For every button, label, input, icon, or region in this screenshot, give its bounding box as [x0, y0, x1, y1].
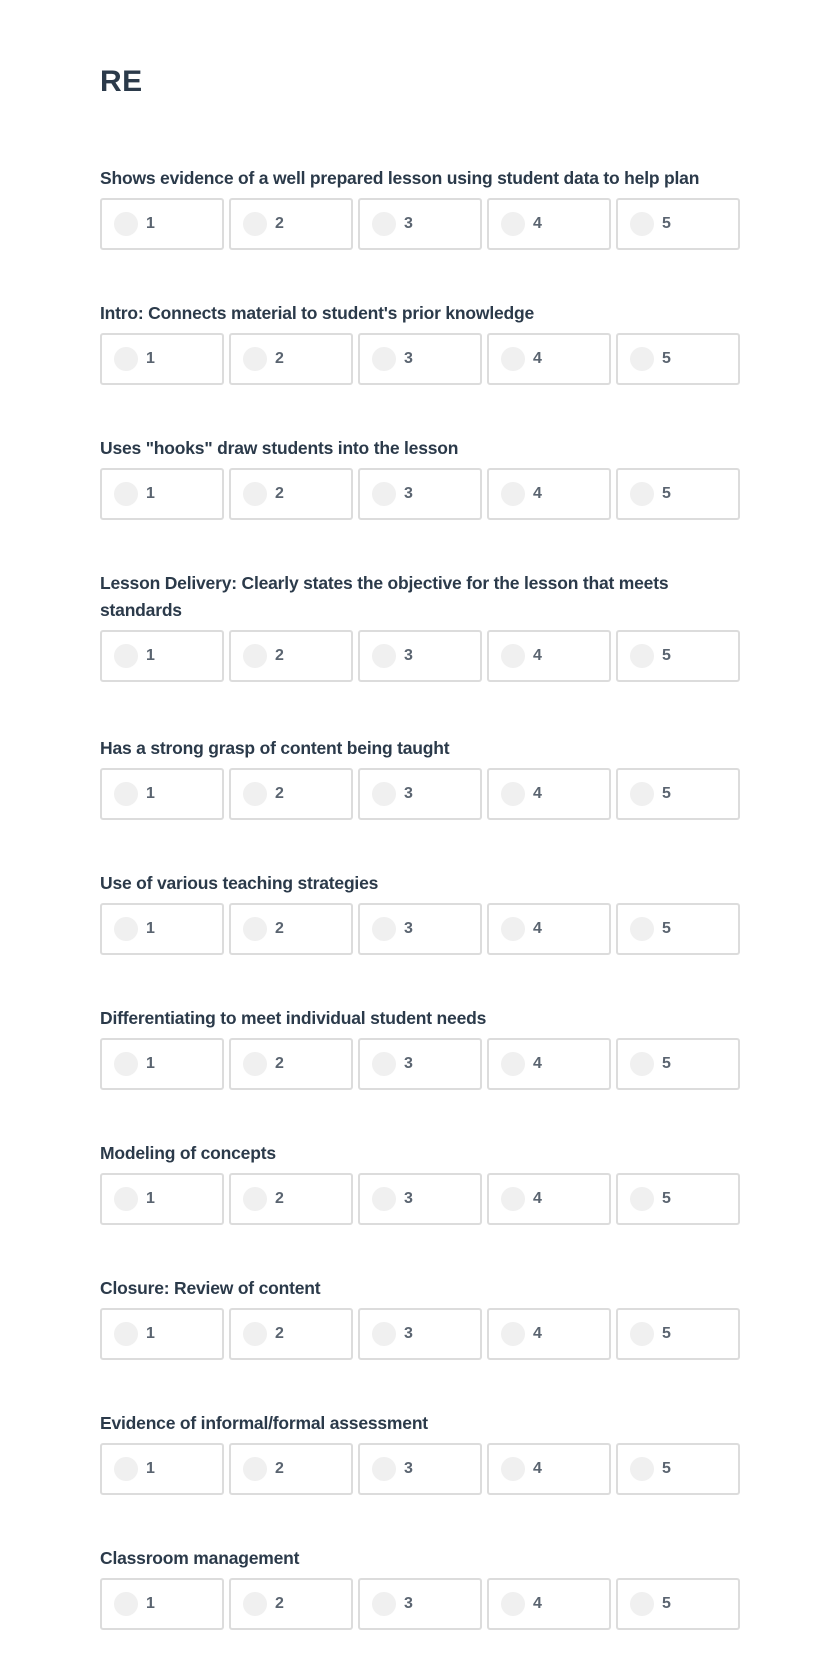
radio-button[interactable] — [630, 1457, 654, 1481]
question-label: Closure: Review of content — [100, 1278, 321, 1298]
rating-question — [100, 570, 740, 682]
rating-option-label: 4 — [533, 1595, 542, 1612]
rating-option-4[interactable] — [487, 768, 611, 820]
rating-option-1[interactable] — [100, 1308, 224, 1360]
rating-option-3[interactable] — [358, 198, 482, 250]
radio-button[interactable] — [114, 1592, 138, 1616]
rating-option-label: 5 — [662, 1460, 671, 1477]
rating-option-2[interactable] — [229, 768, 353, 820]
radio-button[interactable] — [243, 212, 267, 236]
rating-option-label: 5 — [662, 1595, 671, 1612]
radio-button[interactable] — [114, 917, 138, 941]
radio-button[interactable] — [630, 1322, 654, 1346]
radio-button[interactable] — [372, 782, 396, 806]
radio-button[interactable] — [114, 1322, 138, 1346]
radio-button[interactable] — [372, 644, 396, 668]
rating-option-5[interactable] — [616, 1443, 740, 1495]
rating-option-1[interactable] — [100, 468, 224, 520]
radio-button[interactable] — [114, 482, 138, 506]
rating-option-1[interactable] — [100, 1578, 224, 1630]
radio-button[interactable] — [501, 1457, 525, 1481]
rating-question — [100, 1140, 740, 1225]
rating-option-label: 3 — [404, 1190, 413, 1207]
radio-button[interactable] — [372, 1457, 396, 1481]
radio-button[interactable] — [114, 782, 138, 806]
radio-button[interactable] — [501, 782, 525, 806]
rating-option-1[interactable] — [100, 1173, 224, 1225]
rating-options — [100, 1308, 740, 1360]
rating-option-1[interactable] — [100, 768, 224, 820]
question-label: Evidence of informal/formal assessment — [100, 1413, 428, 1433]
question-label: Classroom management — [100, 1548, 300, 1568]
rating-option-label: 1 — [146, 1055, 155, 1072]
rating-option-label: 2 — [275, 485, 284, 502]
rating-option-label: 2 — [275, 1055, 284, 1072]
question-label: Use of various teaching strategies — [100, 873, 379, 893]
rating-option-3[interactable] — [358, 1443, 482, 1495]
rating-option-label: 5 — [662, 647, 671, 664]
rating-option-5[interactable] — [616, 198, 740, 250]
radio-button[interactable] — [372, 1322, 396, 1346]
rating-option-label: 2 — [275, 1325, 284, 1342]
rating-option-label: 3 — [404, 1460, 413, 1477]
rating-option-4[interactable] — [487, 1173, 611, 1225]
rating-option-label: 5 — [662, 1325, 671, 1342]
rating-option-3[interactable] — [358, 1578, 482, 1630]
radio-button[interactable] — [501, 212, 525, 236]
rating-option-label: 1 — [146, 350, 155, 367]
rating-option-label: 2 — [275, 1460, 284, 1477]
rating-option-label: 3 — [404, 1055, 413, 1072]
rating-option-1[interactable] — [100, 333, 224, 385]
rating-option-label: 1 — [146, 647, 155, 664]
rating-option-1[interactable] — [100, 198, 224, 250]
rating-option-5[interactable] — [616, 468, 740, 520]
rating-option-label: 1 — [146, 785, 155, 802]
radio-button[interactable] — [372, 1052, 396, 1076]
rating-option-label: 4 — [533, 1190, 542, 1207]
radio-button[interactable] — [501, 1187, 525, 1211]
radio-button[interactable] — [243, 917, 267, 941]
rating-option-label: 3 — [404, 1595, 413, 1612]
rating-option-label: 2 — [275, 1595, 284, 1612]
rating-option-label: 4 — [533, 215, 542, 232]
radio-button[interactable] — [243, 782, 267, 806]
radio-button[interactable] — [243, 1052, 267, 1076]
radio-button[interactable] — [630, 482, 654, 506]
rating-option-label: 1 — [146, 920, 155, 937]
rating-options — [100, 468, 740, 520]
radio-button[interactable] — [630, 644, 654, 668]
radio-button[interactable] — [372, 482, 396, 506]
rating-option-3[interactable] — [358, 1038, 482, 1090]
radio-button[interactable] — [501, 1052, 525, 1076]
rating-option-3[interactable] — [358, 333, 482, 385]
rating-option-label: 4 — [533, 1460, 542, 1477]
rating-options — [100, 768, 740, 820]
rating-question — [100, 165, 740, 250]
rating-option-label: 4 — [533, 920, 542, 937]
rating-question — [100, 435, 740, 520]
rating-option-1[interactable] — [100, 1038, 224, 1090]
rating-option-label: 1 — [146, 1325, 155, 1342]
rating-option-label: 4 — [533, 1055, 542, 1072]
rating-option-label: 2 — [275, 215, 284, 232]
radio-button[interactable] — [114, 644, 138, 668]
rating-option-label: 4 — [533, 647, 542, 664]
radio-button[interactable] — [114, 347, 138, 371]
radio-button[interactable] — [501, 917, 525, 941]
rating-option-2[interactable] — [229, 903, 353, 955]
rating-option-label: 1 — [146, 1595, 155, 1612]
radio-button[interactable] — [114, 1052, 138, 1076]
radio-button[interactable] — [243, 1457, 267, 1481]
rating-option-label: 1 — [146, 485, 155, 502]
rating-option-label: 3 — [404, 1325, 413, 1342]
rating-option-label: 4 — [533, 785, 542, 802]
rating-option-3[interactable] — [358, 768, 482, 820]
rating-option-4[interactable] — [487, 468, 611, 520]
rating-option-1[interactable] — [100, 630, 224, 682]
rating-option-label: 1 — [146, 1460, 155, 1477]
question-label: Shows evidence of a well prepared lesson using student data to help plan — [100, 168, 700, 188]
rating-option-4[interactable] — [487, 333, 611, 385]
rating-option-label: 5 — [662, 350, 671, 367]
rating-option-2[interactable] — [229, 1578, 353, 1630]
rating-option-label: 3 — [404, 647, 413, 664]
rating-option-3[interactable] — [358, 1173, 482, 1225]
radio-button[interactable] — [243, 1592, 267, 1616]
rating-option-3[interactable] — [358, 630, 482, 682]
rating-option-1[interactable] — [100, 1443, 224, 1495]
rating-option-label: 1 — [146, 215, 155, 232]
question-label: Lesson Delivery: Clearly states the objective for the lesson that meets standards — [100, 573, 669, 620]
rating-option-label: 2 — [275, 1190, 284, 1207]
rating-option-label: 4 — [533, 350, 542, 367]
question-label: Uses "hooks" draw students into the lesson — [100, 438, 459, 458]
rating-options — [100, 198, 740, 250]
rating-question — [100, 300, 740, 385]
rating-option-label: 2 — [275, 785, 284, 802]
rating-option-label: 1 — [146, 1190, 155, 1207]
radio-button[interactable] — [501, 1592, 525, 1616]
radio-button[interactable] — [243, 644, 267, 668]
rating-option-5[interactable] — [616, 630, 740, 682]
rating-option-label: 3 — [404, 485, 413, 502]
rating-option-5[interactable] — [616, 903, 740, 955]
rating-option-4[interactable] — [487, 903, 611, 955]
radio-button[interactable] — [501, 644, 525, 668]
rating-option-label: 4 — [533, 485, 542, 502]
rating-option-label: 5 — [662, 920, 671, 937]
rating-option-2[interactable] — [229, 333, 353, 385]
question-label: Differentiating to meet individual student needs — [100, 1008, 487, 1028]
radio-button[interactable] — [501, 347, 525, 371]
rating-option-label: 5 — [662, 785, 671, 802]
rating-question — [100, 870, 740, 955]
rating-question — [100, 1005, 740, 1090]
rating-option-2[interactable] — [229, 1308, 353, 1360]
rating-option-5[interactable] — [616, 1038, 740, 1090]
radio-button[interactable] — [501, 482, 525, 506]
rating-option-label: 5 — [662, 485, 671, 502]
radio-button[interactable] — [630, 782, 654, 806]
radio-button[interactable] — [114, 1187, 138, 1211]
radio-button[interactable] — [372, 917, 396, 941]
rating-options — [100, 1173, 740, 1225]
radio-button[interactable] — [372, 212, 396, 236]
question-label: Intro: Connects material to student's prior knowledge — [100, 303, 535, 323]
rating-question — [100, 1410, 740, 1495]
rating-option-label: 3 — [404, 215, 413, 232]
rating-option-4[interactable] — [487, 198, 611, 250]
rating-option-label: 2 — [275, 647, 284, 664]
rating-option-4[interactable] — [487, 1443, 611, 1495]
rating-option-3[interactable] — [358, 903, 482, 955]
rating-option-5[interactable] — [616, 333, 740, 385]
rating-options — [100, 1578, 740, 1630]
radio-button[interactable] — [372, 1187, 396, 1211]
rating-option-2[interactable] — [229, 1173, 353, 1225]
radio-button[interactable] — [630, 347, 654, 371]
rating-options — [100, 333, 740, 385]
rating-options — [100, 1443, 740, 1495]
radio-button[interactable] — [630, 917, 654, 941]
radio-button[interactable] — [630, 1052, 654, 1076]
rating-option-label: 4 — [533, 1325, 542, 1342]
radio-button[interactable] — [243, 347, 267, 371]
rating-options — [100, 630, 740, 682]
rating-option-1[interactable] — [100, 903, 224, 955]
rating-option-label: 3 — [404, 920, 413, 937]
rating-option-4[interactable] — [487, 1038, 611, 1090]
radio-button[interactable] — [372, 347, 396, 371]
rating-option-5[interactable] — [616, 1578, 740, 1630]
rating-option-label: 2 — [275, 920, 284, 937]
rating-option-3[interactable] — [358, 1308, 482, 1360]
radio-button[interactable] — [630, 1592, 654, 1616]
rating-question — [100, 735, 740, 820]
rating-option-2[interactable] — [229, 198, 353, 250]
rating-option-4[interactable] — [487, 630, 611, 682]
rating-option-2[interactable] — [229, 1038, 353, 1090]
radio-button[interactable] — [114, 1457, 138, 1481]
radio-button[interactable] — [243, 482, 267, 506]
radio-button[interactable] — [372, 1592, 396, 1616]
rating-option-2[interactable] — [229, 630, 353, 682]
rating-option-4[interactable] — [487, 1578, 611, 1630]
radio-button[interactable] — [114, 212, 138, 236]
rating-option-5[interactable] — [616, 1308, 740, 1360]
rating-option-4[interactable] — [487, 1308, 611, 1360]
rating-option-5[interactable] — [616, 768, 740, 820]
rating-option-label: 3 — [404, 350, 413, 367]
radio-button[interactable] — [630, 1187, 654, 1211]
form-title: RE — [100, 65, 143, 98]
question-label: Modeling of concepts — [100, 1143, 276, 1163]
rating-option-label: 5 — [662, 1190, 671, 1207]
radio-button[interactable] — [243, 1187, 267, 1211]
rating-option-2[interactable] — [229, 1443, 353, 1495]
question-label: Has a strong grasp of content being taught — [100, 738, 450, 758]
rating-options — [100, 903, 740, 955]
rating-question — [100, 1545, 740, 1630]
rating-options — [100, 1038, 740, 1090]
radio-button[interactable] — [501, 1322, 525, 1346]
rating-option-label: 5 — [662, 1055, 671, 1072]
rating-option-label: 2 — [275, 350, 284, 367]
rating-option-3[interactable] — [358, 468, 482, 520]
rating-option-label: 3 — [404, 785, 413, 802]
rating-option-2[interactable] — [229, 468, 353, 520]
rating-question — [100, 1275, 740, 1360]
radio-button[interactable] — [243, 1322, 267, 1346]
rating-option-label: 5 — [662, 215, 671, 232]
rating-option-5[interactable] — [616, 1173, 740, 1225]
radio-button[interactable] — [630, 212, 654, 236]
